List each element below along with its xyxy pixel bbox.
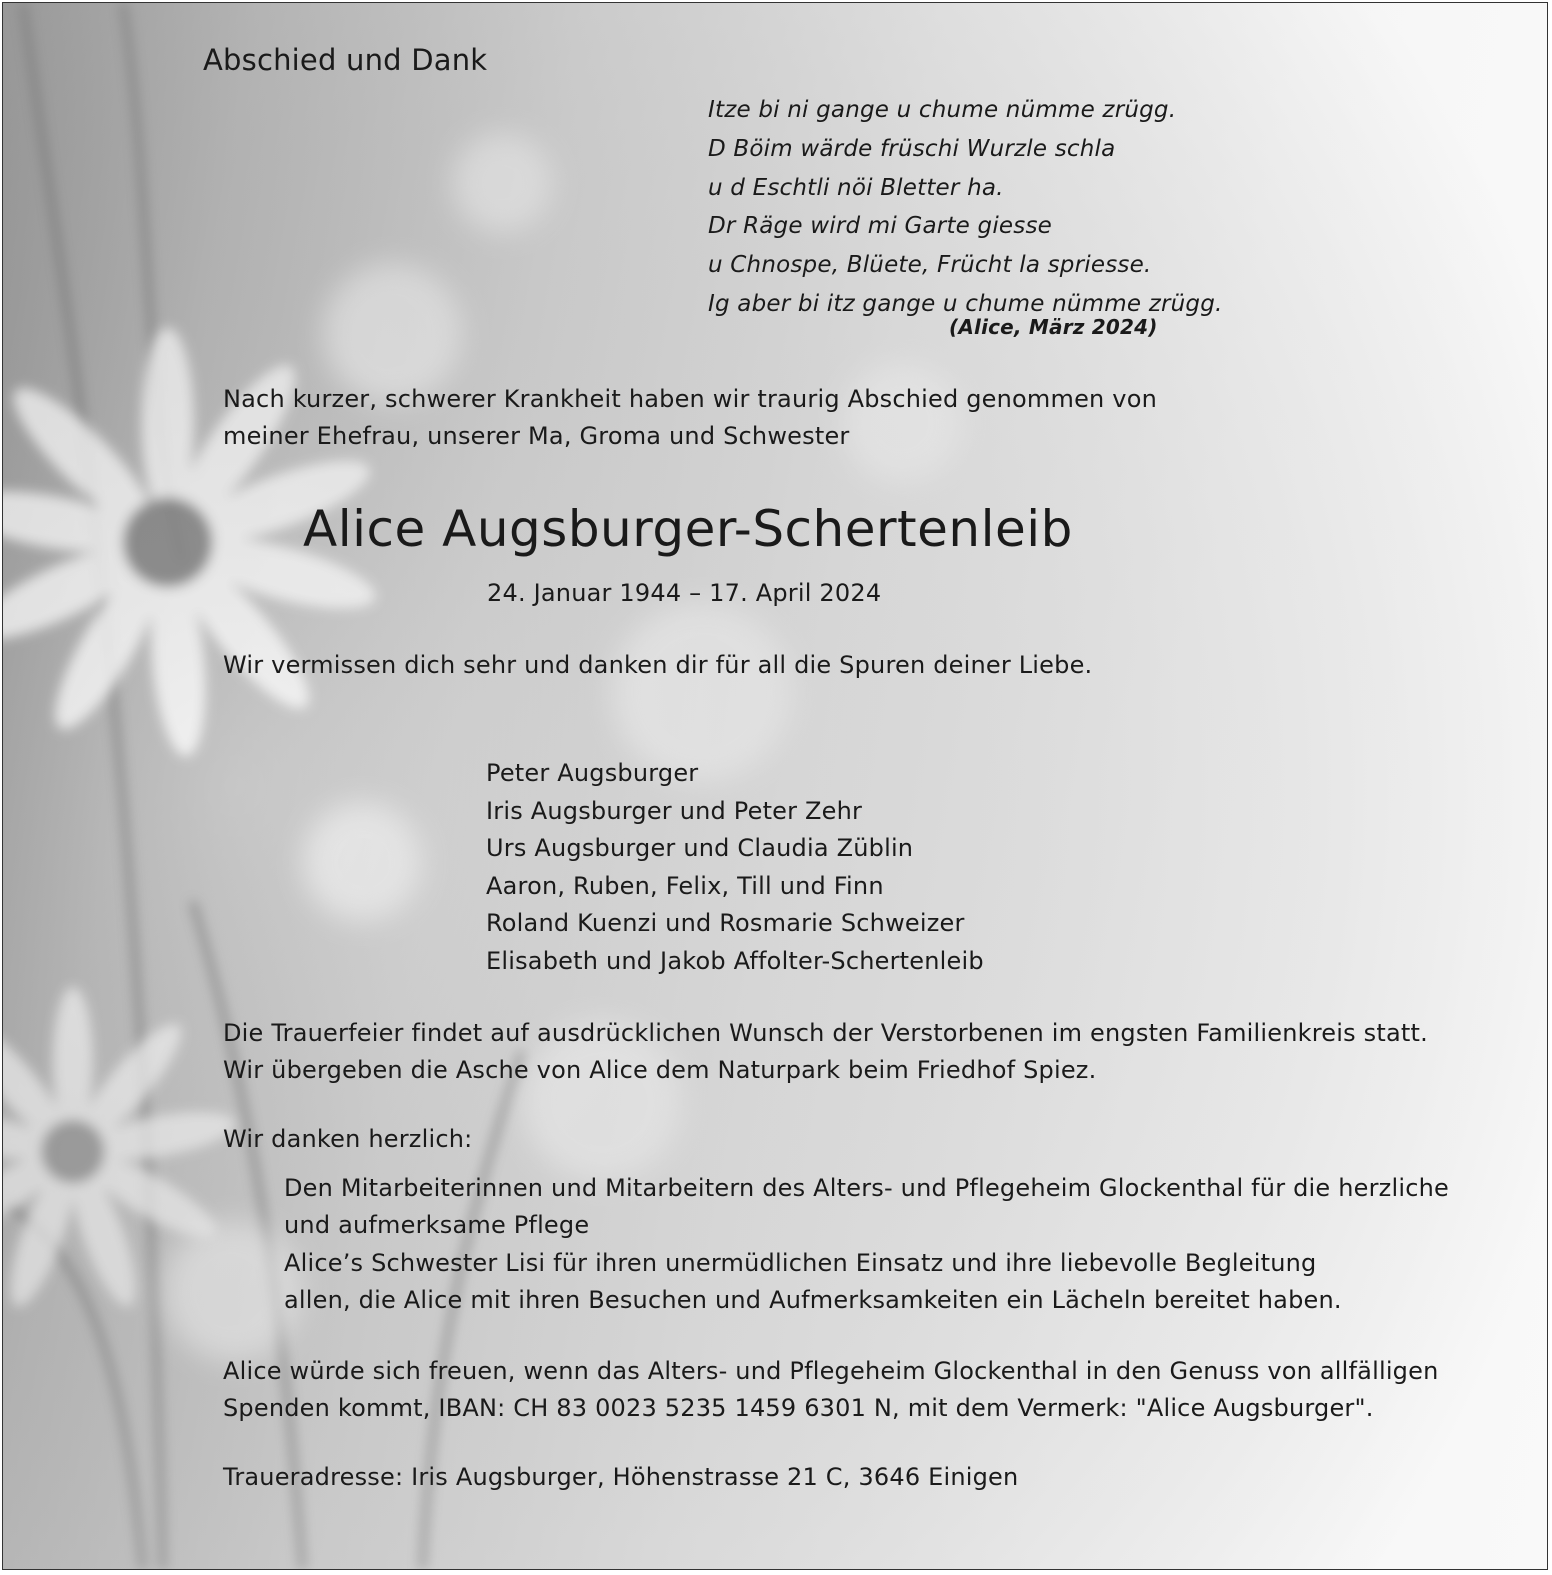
family-member: Iris Augsburger und Peter Zehr [486, 796, 863, 825]
life-dates: 24. Januar 1944 – 17. April 2024 [487, 579, 882, 607]
poem-line: Dr Räge wird mi Garte giesse [708, 213, 1052, 240]
poem-line: Ig aber bi itz gange u chume nümme zrügg. [708, 290, 1223, 317]
obituary-page [2, 2, 1548, 1570]
intro-text [223, 381, 1157, 455]
family-member: Aaron, Ruben, Felix, Till und Finn [486, 871, 884, 900]
deceased-name: Alice Augsburger-Schertenleib [303, 500, 1073, 558]
obituary-content [3, 3, 1547, 1569]
poem-line: u Chnospe, Blüete, Frücht la spriesse. [708, 252, 1152, 279]
intro-line: Nach kurzer, schwerer Krankheit haben wir traurig Abschied genommen von [223, 385, 1157, 413]
family-member: Elisabeth und Jakob Affolter-Schertenleib [486, 946, 984, 975]
poem [708, 91, 1223, 324]
thanks-list [284, 1170, 1449, 1320]
miss-text: Wir vermissen dich sehr und danken dir für all die Spuren deiner Liebe. [223, 651, 1093, 679]
ceremony-line: Die Trauerfeier findet auf ausdrücklichen Wunsch der Verstorbenen im engsten Familienkreis statt. [223, 1019, 1428, 1047]
family-member: Roland Kuenzi und Rosmarie Schweizer [486, 909, 965, 938]
ceremony-text [223, 1015, 1428, 1089]
poem-line: u d Eschtli nöi Bletter ha. [708, 174, 1004, 201]
family-member: Urs Augsburger und Claudia Züblin [486, 834, 914, 863]
family-list [486, 755, 984, 981]
intro-line: meiner Ehefrau, unserer Ma, Groma und Schwester [223, 422, 850, 450]
donation-text [223, 1353, 1439, 1427]
donation-line: Alice würde sich freuen, wenn das Alters- und Pflegeheim Glockenthal in den Genuss von allfälligen [223, 1357, 1439, 1385]
thanks-heading: Wir danken herzlich: [223, 1125, 473, 1153]
poem-credit: (Alice, März 2024) [949, 315, 1158, 339]
family-member: Peter Augsburger [486, 759, 699, 787]
thanks-line: Den Mitarbeiterinnen und Mitarbeitern des Alters- und Pflegeheim Glockenthal für die herzliche [284, 1174, 1449, 1202]
mourning-address: Traueradresse: Iris Augsburger, Höhenstrasse 21 C, 3646 Einigen [223, 1463, 1019, 1491]
heading: Abschied und Dank [203, 43, 488, 77]
poem-line: Itze bi ni gange u chume nümme zrügg. [708, 97, 1177, 123]
ceremony-line: Wir übergeben die Asche von Alice dem Naturpark beim Friedhof Spiez. [223, 1056, 1097, 1084]
thanks-line: und aufmerksame Pflege [284, 1211, 590, 1240]
thanks-line: Alice’s Schwester Lisi für ihren unermüdlichen Einsatz und ihre liebevolle Begleitung [284, 1248, 1317, 1277]
thanks-line: allen, die Alice mit ihren Besuchen und Aufmerksamkeiten ein Lächeln bereitet haben. [284, 1286, 1342, 1315]
poem-line: D Böim wärde früschi Wurzle schla [708, 135, 1116, 162]
donation-line: Spenden kommt, IBAN: CH 83 0023 5235 1459 6301 N, mit dem Vermerk: "Alice Augsburger". [223, 1394, 1374, 1422]
